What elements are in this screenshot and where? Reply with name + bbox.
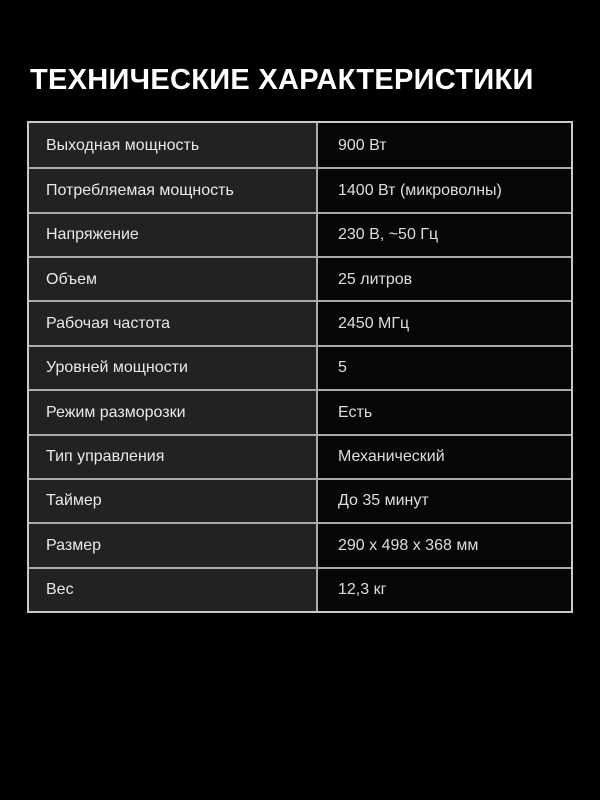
- spec-value-cell: 25 литров: [318, 258, 571, 300]
- table-row: [29, 389, 571, 433]
- spec-value-cell: 12,3 кг: [318, 569, 571, 611]
- table-row: [29, 567, 571, 611]
- table-row: [29, 300, 571, 344]
- table-row: [29, 256, 571, 300]
- specs-table: [27, 121, 573, 613]
- spec-name-cell: Размер: [29, 524, 318, 566]
- spec-value-cell: Механический: [318, 436, 571, 478]
- table-row: [29, 123, 571, 167]
- spec-value-cell: 5: [318, 347, 571, 389]
- spec-value-cell: 1400 Вт (микроволны): [318, 169, 571, 211]
- spec-value-cell: 2450 МГц: [318, 302, 571, 344]
- table-row: [29, 478, 571, 522]
- spec-name-cell: Рабочая частота: [29, 302, 318, 344]
- spec-name-cell: Выходная мощность: [29, 123, 318, 167]
- spec-name-cell: Объем: [29, 258, 318, 300]
- spec-value-cell: 900 Вт: [318, 123, 571, 167]
- spec-name-cell: Вес: [29, 569, 318, 611]
- table-row: [29, 345, 571, 389]
- table-row: [29, 522, 571, 566]
- spec-name-cell: Режим разморозки: [29, 391, 318, 433]
- spec-name-cell: Напряжение: [29, 214, 318, 256]
- page-title: ТЕХНИЧЕСКИЕ ХАРАКТЕРИСТИКИ: [30, 64, 534, 97]
- spec-name-cell: Таймер: [29, 480, 318, 522]
- spec-name-cell: Тип управления: [29, 436, 318, 478]
- spec-value-cell: 290 x 498 x 368 мм: [318, 524, 571, 566]
- spec-value-cell: 230 В, ~50 Гц: [318, 214, 571, 256]
- spec-name-cell: Потребляемая мощность: [29, 169, 318, 211]
- table-row: [29, 434, 571, 478]
- spec-value-cell: До 35 минут: [318, 480, 571, 522]
- spec-value-cell: Есть: [318, 391, 571, 433]
- table-row: [29, 167, 571, 211]
- table-row: [29, 212, 571, 256]
- spec-name-cell: Уровней мощности: [29, 347, 318, 389]
